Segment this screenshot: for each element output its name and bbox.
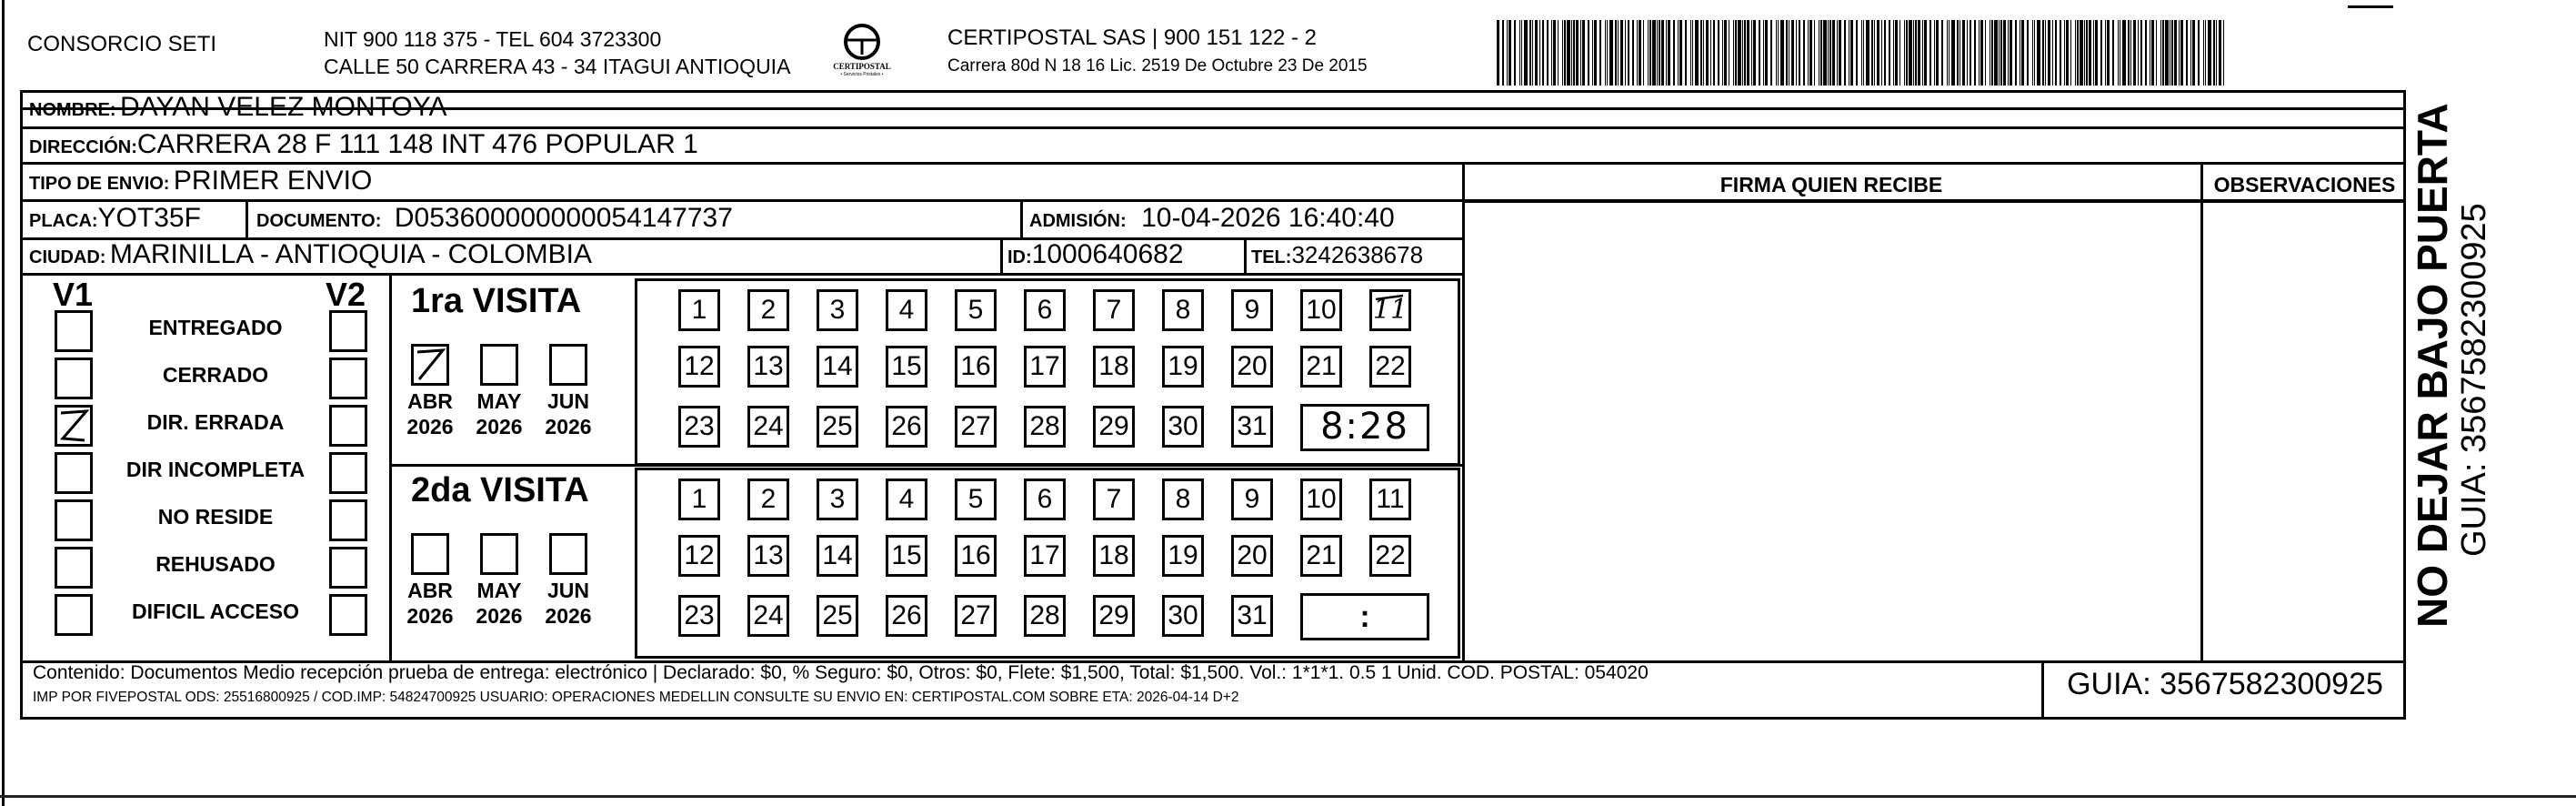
second-visit-day-box[interactable] (1093, 535, 1135, 577)
first-visit-day-box[interactable] (955, 289, 997, 331)
day-number: 13 (753, 351, 784, 381)
v1-checkbox[interactable] (55, 594, 93, 636)
day-number: 25 (822, 411, 853, 441)
second-visit-day-box[interactable] (817, 535, 858, 577)
second-visit-day-box[interactable] (678, 595, 720, 637)
day-number: 11 (1372, 294, 1408, 326)
admission-label: ADMISIÓN: (1029, 211, 1127, 231)
first-visit-day-box[interactable] (747, 346, 789, 388)
day-number: 16 (960, 540, 991, 570)
first-visit-day-box[interactable] (1162, 406, 1204, 448)
plate-label: PLACA: (29, 211, 98, 231)
first-visit-month-checkbox[interactable] (480, 344, 518, 386)
day-number: 14 (822, 351, 853, 381)
first-visit-day-box[interactable] (678, 289, 720, 331)
second-visit-day-box[interactable] (1231, 535, 1273, 577)
day-number: 19 (1168, 540, 1198, 570)
day-number: 29 (1098, 411, 1129, 441)
recipient-name: DAYAN VELEZ MONTOYA (120, 92, 447, 122)
month-year: 2026 (476, 604, 523, 628)
month-year: 2026 (476, 415, 523, 438)
second-visit-day-box[interactable] (747, 535, 789, 577)
first-visit-day-box[interactable] (678, 406, 720, 448)
day-number: 4 (898, 484, 915, 514)
day-number: 31 (1237, 600, 1268, 630)
day-number: 21 (1306, 540, 1337, 570)
month-year: 2026 (545, 604, 592, 628)
v2-checkbox[interactable] (329, 594, 367, 636)
second-visit-day-box[interactable] (817, 479, 858, 520)
first-visit-day-box[interactable] (886, 406, 927, 448)
second-visit-month-label (536, 578, 600, 629)
v1-label: V1 (53, 276, 94, 313)
second-visit-title: 2da VISITA (411, 471, 589, 509)
v1-checkbox[interactable] (55, 358, 93, 399)
signature-column-header: FIRMA QUIEN RECIBE (1719, 173, 1943, 196)
month-name: JUN (546, 389, 589, 413)
day-number: 14 (822, 540, 853, 570)
month-name: ABR (407, 389, 453, 413)
day-number: 12 (684, 351, 715, 381)
v2-checkbox[interactable] (329, 499, 367, 541)
first-visit-day-box[interactable] (886, 289, 927, 331)
second-visit-day-box[interactable] (678, 479, 720, 520)
day-number: 9 (1244, 295, 1260, 325)
first-visit-month-label (398, 388, 462, 439)
delivery-reason-label: NO RESIDE (157, 505, 274, 529)
document-number: D053600000000054147737 (394, 203, 733, 233)
company-address: CALLE 50 CARRERA 43 - 34 ITAGUI ANTIOQUIA (324, 55, 791, 78)
day-number: 2 (760, 295, 777, 325)
first-visit-day-box[interactable] (1024, 346, 1066, 388)
day-number: 28 (1029, 600, 1060, 630)
month-name: JUN (546, 579, 589, 602)
first-visit-day-box[interactable] (747, 289, 789, 331)
day-number: 10 (1306, 484, 1337, 514)
day-number: 9 (1244, 484, 1260, 514)
day-number: 24 (753, 600, 784, 630)
day-number: 17 (1029, 540, 1060, 570)
month-name: MAY (476, 579, 522, 602)
day-number: 16 (960, 351, 991, 381)
tel-label: TEL: (1251, 247, 1292, 267)
nit-line: NIT 900 118 375 - TEL 604 3723300 (324, 27, 662, 51)
first-visit-day-box[interactable] (1369, 289, 1411, 331)
day-number: 20 (1237, 540, 1268, 570)
second-visit-day-box[interactable] (1162, 479, 1204, 520)
day-number: 21 (1306, 351, 1337, 381)
recipient-address: CARRERA 28 F 111 148 INT 476 POPULAR 1 (136, 129, 698, 159)
first-visit-day-box[interactable] (1162, 346, 1204, 388)
day-number: 26 (891, 411, 922, 441)
day-number: 5 (967, 484, 984, 514)
v1-checkbox[interactable] (55, 499, 93, 541)
day-number: 15 (891, 351, 922, 381)
day-number: 18 (1098, 351, 1129, 381)
month-year: 2026 (545, 415, 592, 438)
first-visit-day-box[interactable] (1024, 406, 1066, 448)
shipment-type: PRIMER ENVIO (173, 166, 373, 196)
second-visit-month-checkbox[interactable] (411, 533, 449, 575)
day-number: 23 (684, 600, 715, 630)
side-guide-number: GUIA: 3567582300925 (2455, 203, 2493, 557)
day-number: 6 (1037, 295, 1053, 325)
second-visit-day-box[interactable] (1300, 535, 1342, 577)
v1-checkbox[interactable] (55, 405, 93, 447)
second-visit-day-box[interactable] (955, 595, 997, 637)
second-visit-day-box[interactable] (886, 595, 927, 637)
first-visit-day-box[interactable] (955, 346, 997, 388)
day-number: 18 (1098, 540, 1129, 570)
day-number: 20 (1237, 351, 1268, 381)
certipostal-line: CERTIPOSTAL SAS | 900 151 122 - 2 (947, 25, 1317, 50)
second-visit-day-box[interactable] (1024, 595, 1066, 637)
day-number: 3 (829, 295, 846, 325)
delivery-reason-label: CERRADO (162, 363, 269, 387)
first-visit-title: 1ra VISITA (411, 282, 582, 320)
second-visit-month-label (398, 578, 462, 629)
second-visit-day-box[interactable] (1024, 479, 1066, 520)
day-number: 17 (1029, 351, 1060, 381)
content-description: Contenido: Documentos Medio recepción prueba de entrega: electrónico | Declarado: $0, % Seguro: $0, Otros: $0, Flete: $1,500, Total: $1,500. Vol.: 1*1*1. 0.5 1 Unid. COD. POSTAL: 054020 (33, 662, 1649, 683)
license-line: Carrera 80d N 18 16 Lic. 2519 De Octubre 23 De 2015 (947, 56, 1368, 76)
address-label: DIRECCIÓN: (29, 137, 137, 157)
city-label: CIUDAD: (29, 247, 106, 267)
certipostal-logo (829, 22, 895, 82)
day-number: 19 (1168, 351, 1198, 381)
day-number: 10 (1306, 295, 1337, 325)
second-visit-time-box[interactable] (1300, 593, 1429, 640)
first-visit-month-checkbox[interactable] (411, 344, 449, 386)
v1-checkbox[interactable] (55, 452, 93, 494)
second-visit-day-box[interactable] (1093, 595, 1135, 637)
v1-checkbox[interactable] (55, 310, 93, 352)
day-number: 7 (1106, 484, 1122, 514)
barcode (1497, 20, 2230, 86)
day-number: 26 (891, 600, 922, 630)
second-visit-day-box[interactable] (955, 479, 997, 520)
v2-checkbox[interactable] (329, 310, 367, 352)
day-number: 2 (760, 484, 777, 514)
delivery-reason-label: DIFICIL ACCESO (131, 599, 299, 623)
first-visit-day-box[interactable] (817, 406, 858, 448)
first-visit-time-box[interactable] (1300, 404, 1429, 451)
city: MARINILLA - ANTIOQUIA - COLOMBIA (109, 239, 593, 269)
day-number: 15 (891, 540, 922, 570)
second-visit-day-box[interactable] (1300, 479, 1342, 520)
day-number: 30 (1168, 600, 1198, 630)
observations-column-header: OBSERVACIONES (2213, 173, 2396, 196)
second-visit-day-box[interactable] (678, 535, 720, 577)
day-number: 22 (1375, 351, 1406, 381)
second-visit-month-checkbox[interactable] (480, 533, 518, 575)
day-number: 6 (1037, 484, 1053, 514)
first-visit-day-box[interactable] (1300, 289, 1342, 331)
name-label: NOMBRE: (29, 100, 116, 120)
day-number: 27 (960, 600, 991, 630)
admission-date: 10-04-2026 16:40:40 (1141, 203, 1395, 233)
second-visit-day-box[interactable] (1162, 535, 1204, 577)
print-info: IMP POR FIVEPOSTAL ODS: 25516800925 / COD.IMP: 54824700925 USUARIO: OPERACIONES MEDELLIN CONSULTE SU ENVIO EN: CERTIPOSTAL.COM SOBRE ETA: 2026-04-14 D+2 (33, 690, 1239, 705)
second-visit-day-box[interactable] (886, 479, 927, 520)
first-visit-month-label (467, 388, 531, 439)
second-visit-day-box[interactable] (886, 535, 927, 577)
second-visit-day-box[interactable] (1231, 479, 1273, 520)
second-visit-day-box[interactable] (747, 595, 789, 637)
first-visit-day-box[interactable] (1162, 289, 1204, 331)
day-number: 29 (1098, 600, 1129, 630)
day-number: 28 (1029, 411, 1060, 441)
day-number: 3 (829, 484, 846, 514)
day-number: 13 (753, 540, 784, 570)
delivery-reason-label: DIR INCOMPLETA (125, 458, 306, 481)
second-visit-day-box[interactable] (747, 479, 789, 520)
first-visit-day-box[interactable] (1093, 346, 1135, 388)
second-visit-day-box[interactable] (1369, 535, 1411, 577)
month-year: 2026 (406, 415, 454, 438)
first-visit-day-box[interactable] (817, 289, 858, 331)
v1-checkbox[interactable] (55, 547, 93, 589)
first-visit-day-box[interactable] (886, 346, 927, 388)
v2-checkbox[interactable] (329, 358, 367, 399)
month-year: 2026 (406, 604, 454, 628)
day-number: 31 (1237, 411, 1268, 441)
day-number: 24 (753, 411, 784, 441)
v2-checkbox[interactable] (329, 452, 367, 494)
first-visit-day-box[interactable] (1093, 406, 1135, 448)
day-number: 30 (1168, 411, 1198, 441)
day-number: 5 (967, 295, 984, 325)
day-number: 8 (1175, 295, 1191, 325)
id-label: ID: (1007, 247, 1032, 267)
second-visit-day-box[interactable] (955, 535, 997, 577)
second-visit-time: : (1359, 599, 1370, 634)
first-visit-month-label (536, 388, 600, 439)
first-visit-time: 8:28 (1320, 406, 1409, 448)
second-visit-day-box[interactable] (1231, 595, 1273, 637)
plate-number: YOT35F (97, 203, 201, 233)
first-visit-day-box[interactable] (1300, 346, 1342, 388)
first-visit-day-box[interactable] (1024, 289, 1066, 331)
second-visit-day-box[interactable] (1369, 479, 1411, 520)
first-visit-day-box[interactable] (955, 406, 997, 448)
delivery-reason-label: ENTREGADO (148, 316, 283, 339)
v2-label: V2 (326, 276, 366, 313)
first-visit-day-box[interactable] (1093, 289, 1135, 331)
logo-subtext: • Servicios Postales • (840, 72, 884, 77)
first-visit-day-box[interactable] (678, 346, 720, 388)
delivery-reason-label: REHUSADO (155, 552, 276, 576)
day-number: 1 (691, 484, 707, 514)
v2-checkbox[interactable] (329, 547, 367, 589)
day-number: 1 (691, 295, 707, 325)
first-visit-day-box[interactable] (1231, 406, 1273, 448)
first-visit-day-box[interactable] (1369, 346, 1411, 388)
company-name: CONSORCIO SETI (27, 32, 217, 56)
second-visit-day-box[interactable] (1024, 535, 1066, 577)
day-number: 12 (684, 540, 715, 570)
first-visit-day-box[interactable] (1231, 346, 1273, 388)
day-number: 22 (1375, 540, 1406, 570)
recipient-id: 1000640682 (1031, 239, 1184, 269)
day-number: 7 (1106, 295, 1122, 325)
month-name: MAY (476, 389, 522, 413)
second-visit-month-label (467, 578, 531, 629)
recipient-tel: 3242638678 (1291, 241, 1424, 268)
second-visit-day-box[interactable] (1093, 479, 1135, 520)
day-number: 27 (960, 411, 991, 441)
first-visit-day-box[interactable] (1231, 289, 1273, 331)
v2-checkbox[interactable] (329, 405, 367, 447)
logo-text: CERTIPOSTAL (833, 62, 891, 71)
document-label: DOCUMENTO: (256, 211, 382, 231)
first-visit-day-box[interactable] (817, 346, 858, 388)
delivery-reason-label: DIR. ERRADA (146, 410, 285, 434)
day-number: 8 (1175, 484, 1191, 514)
second-visit-day-box[interactable] (1162, 595, 1204, 637)
shipment-type-label: TIPO DE ENVIO: (29, 174, 170, 194)
day-number: 23 (684, 411, 715, 441)
month-name: ABR (407, 579, 453, 602)
first-visit-month-checkbox[interactable] (549, 344, 587, 386)
no-under-door-warning: NO DEJAR BAJO PUERTA (2409, 103, 2456, 628)
first-visit-day-box[interactable] (747, 406, 789, 448)
day-number: 25 (822, 600, 853, 630)
day-number: 4 (898, 295, 915, 325)
second-visit-month-checkbox[interactable] (549, 533, 587, 575)
day-number: 11 (1376, 484, 1405, 514)
guide-number: GUIA: 3567582300925 (2067, 667, 2383, 701)
second-visit-day-box[interactable] (817, 595, 858, 637)
